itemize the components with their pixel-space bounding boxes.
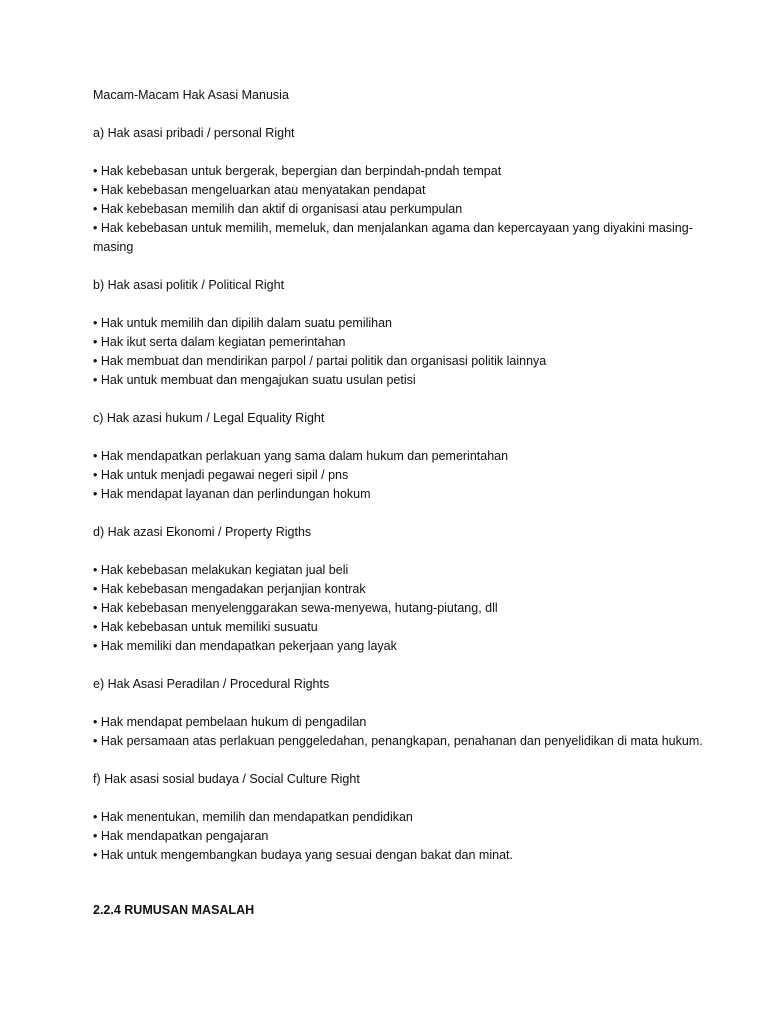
list-item (93, 162, 713, 181)
bullet-icon: • (93, 810, 98, 824)
list-item-text: Hak untuk memilih dan dipilih dalam suatu pemilihan (100, 316, 393, 330)
bullet-list (93, 713, 713, 751)
list-item-text: Hak untuk mengembangkan budaya yang sesuai dengan bakat dan minat. (100, 848, 513, 862)
list-item (93, 713, 713, 732)
bullet-list (93, 314, 713, 390)
sections-container (93, 124, 713, 865)
list-item (93, 352, 713, 371)
section (93, 770, 713, 865)
list-item (93, 447, 713, 466)
list-item (93, 219, 713, 257)
list-item-text: Hak persamaan atas perlakuan penggeledahan, penangkapan, penahanan dan penyelidikan di mata hukum. (100, 734, 703, 748)
section (93, 675, 713, 751)
list-item (93, 846, 713, 865)
section-heading: e) Hak Asasi Peradilan / Procedural Rights (93, 677, 330, 691)
section (93, 409, 713, 504)
list-item (93, 732, 713, 751)
list-item-text: Hak mendapat pembelaan hukum di pengadilan (100, 715, 367, 729)
bullet-icon: • (93, 639, 98, 653)
bullet-icon: • (93, 468, 98, 482)
section-heading: b) Hak asasi politik / Political Right (93, 278, 285, 292)
list-item-text: Hak kebebasan mengeluarkan atau menyatakan pendapat (100, 183, 426, 197)
list-item (93, 181, 713, 200)
footer-heading: 2.2.4 RUMUSAN MASALAH (93, 903, 255, 917)
list-item-text: Hak kebebasan untuk bergerak, bepergian dan berpindah-pndah tempat (100, 164, 502, 178)
bullet-icon: • (93, 715, 98, 729)
bullet-icon: • (93, 183, 98, 197)
list-item-text: Hak membuat dan mendirikan parpol / partai politik dan organisasi politik lainnya (100, 354, 547, 368)
section (93, 276, 713, 390)
list-item (93, 599, 713, 618)
list-item-text: Hak ikut serta dalam kegiatan pemerintahan (100, 335, 346, 349)
list-item-text: Hak untuk menjadi pegawai negeri sipil / pns (100, 468, 349, 482)
section-heading: c) Hak azasi hukum / Legal Equality Right (93, 411, 325, 425)
list-item-text: Hak kebebasan untuk memiliki susuatu (100, 620, 318, 634)
section (93, 523, 713, 656)
list-item-text: Hak kebebasan memilih dan aktif di organisasi atau perkumpulan (100, 202, 463, 216)
list-item (93, 808, 713, 827)
bullet-icon: • (93, 734, 98, 748)
bullet-list (93, 447, 713, 504)
bullet-icon: • (93, 563, 98, 577)
bullet-icon: • (93, 449, 98, 463)
list-item (93, 827, 713, 846)
list-item (93, 580, 713, 599)
document-page (93, 86, 713, 920)
bullet-icon: • (93, 335, 98, 349)
bullet-icon: • (93, 354, 98, 368)
list-item (93, 333, 713, 352)
bullet-icon: • (93, 601, 98, 615)
list-item-text: Hak kebebasan mengadakan perjanjian kontrak (100, 582, 366, 596)
list-item (93, 637, 713, 656)
bullet-icon: • (93, 316, 98, 330)
document-title: Macam-Macam Hak Asasi Manusia (93, 88, 289, 102)
list-item-text: Hak mendapatkan perlakuan yang sama dalam hukum dan pemerintahan (100, 449, 509, 463)
bullet-list (93, 162, 713, 257)
bullet-icon: • (93, 164, 98, 178)
list-item (93, 561, 713, 580)
bullet-icon: • (93, 620, 98, 634)
list-item-text: Hak kebebasan melakukan kegiatan jual beli (100, 563, 349, 577)
list-item (93, 200, 713, 219)
list-item-text: Hak memiliki dan mendapatkan pekerjaan yang layak (100, 639, 397, 653)
bullet-icon: • (93, 373, 98, 387)
bullet-icon: • (93, 848, 98, 862)
bullet-list (93, 561, 713, 656)
list-item-text: Hak untuk membuat dan mengajukan suatu usulan petisi (100, 373, 416, 387)
list-item (93, 466, 713, 485)
section-heading: a) Hak asasi pribadi / personal Right (93, 126, 295, 140)
list-item (93, 618, 713, 637)
list-item-text: Hak menentukan, memilih dan mendapatkan pendidikan (100, 810, 413, 824)
bullet-list (93, 808, 713, 865)
bullet-icon: • (93, 582, 98, 596)
list-item-text: Hak mendapatkan pengajaran (100, 829, 269, 843)
list-item-text: Hak mendapat layanan dan perlindungan hokum (100, 487, 371, 501)
section-heading: f) Hak asasi sosial budaya / Social Culture Right (93, 772, 360, 786)
list-item (93, 485, 713, 504)
list-item (93, 314, 713, 333)
bullet-icon: • (93, 221, 98, 235)
bullet-icon: • (93, 487, 98, 501)
list-item (93, 371, 713, 390)
list-item-text: Hak kebebasan menyelenggarakan sewa-menyewa, hutang-piutang, dll (100, 601, 498, 615)
bullet-icon: • (93, 829, 98, 843)
list-item-text: Hak kebebasan untuk memilih, memeluk, dan menjalankan agama dan kepercayaan yang diyakini masing-masing (93, 221, 693, 254)
section-heading: d) Hak azasi Ekonomi / Property Rigths (93, 525, 312, 539)
section (93, 124, 713, 257)
bullet-icon: • (93, 202, 98, 216)
